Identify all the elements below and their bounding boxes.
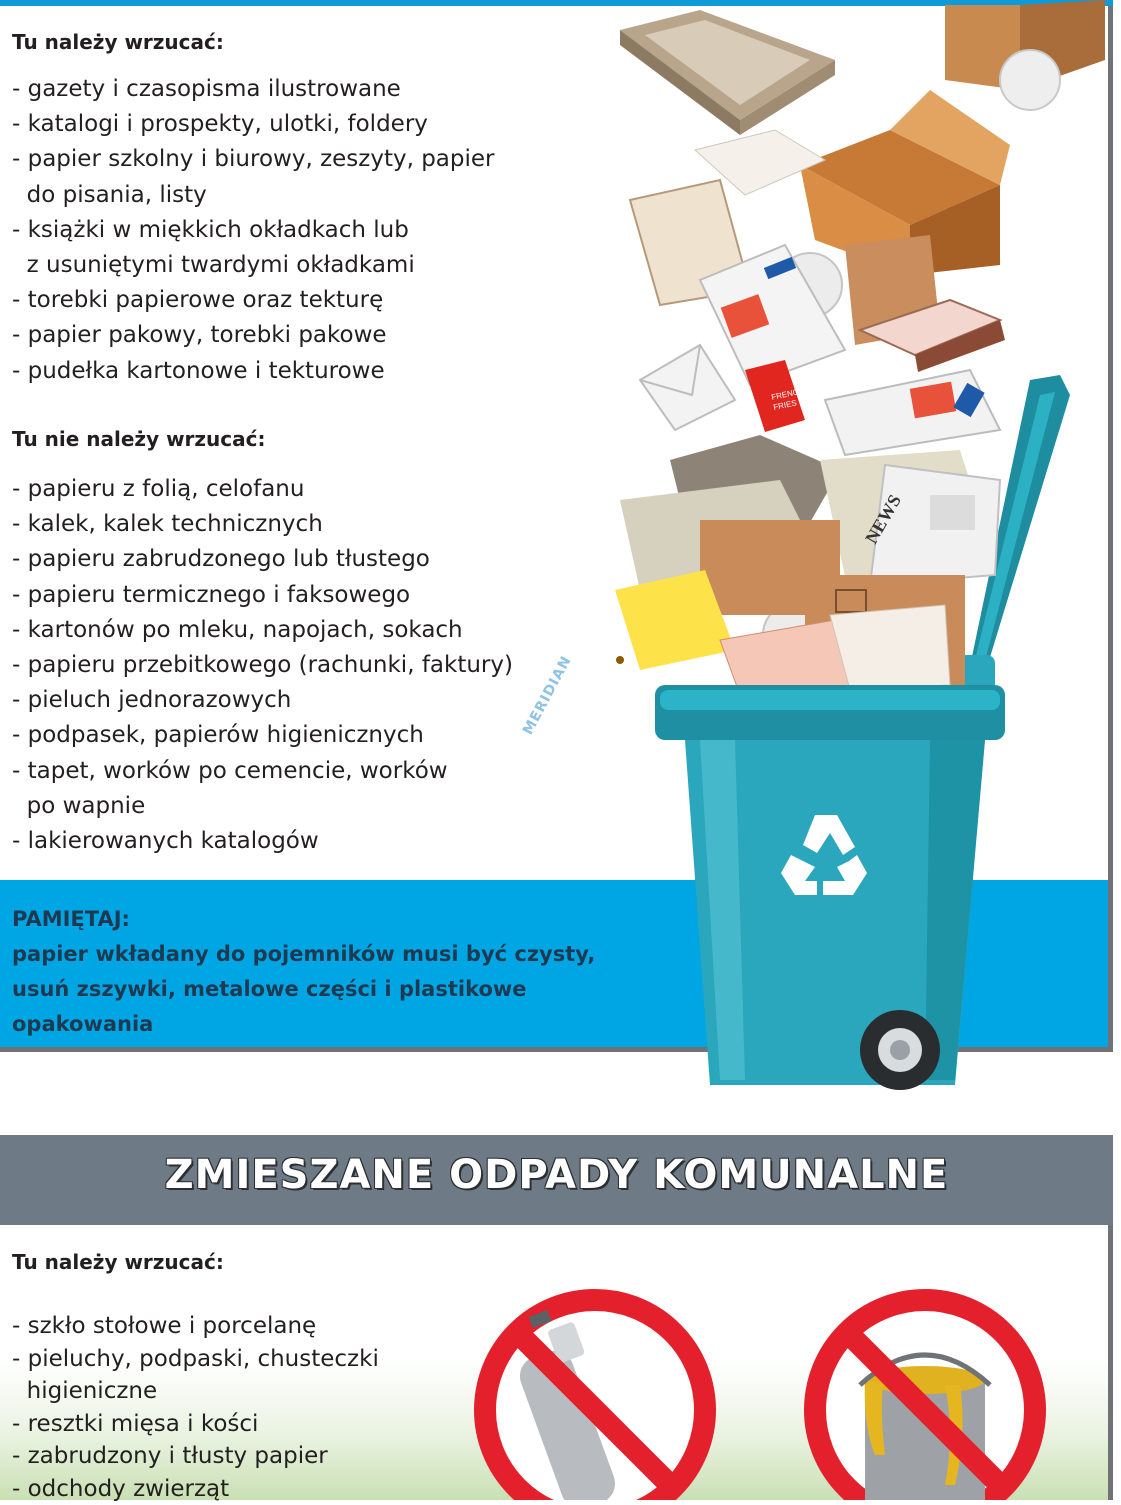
remember-text: papier wkładany do pojemników musi być czysty, usuń zszywki, metalowe części i plastikowe opakowania bbox=[12, 937, 652, 1042]
list-item: - pudełka kartonowe i tekturowe bbox=[12, 354, 495, 389]
crumpled-paper-illustration bbox=[1000, 50, 1060, 110]
pizza-box-illustration bbox=[620, 10, 835, 135]
list-item: - katalogi i prospekty, ulotki, foldery bbox=[12, 107, 495, 142]
list-item: po wapnie bbox=[12, 789, 513, 824]
list-item: - papieru przebitkowego (rachunki, faktury) bbox=[12, 648, 513, 683]
list-item: - papier pakowy, torebki pakowe bbox=[12, 318, 495, 353]
list-item: - pieluchy, podpaski, chusteczki bbox=[12, 1343, 379, 1376]
mixed-title: ZMIESZANE ODPADY KOMUNALNE bbox=[0, 1152, 1113, 1198]
svg-text:NEWS: NEWS bbox=[861, 491, 905, 547]
list-item: - papier szkolny i biurowy, zeszyty, papier bbox=[12, 142, 495, 177]
list-item: z usuniętymi twardymi okładkami bbox=[12, 248, 495, 283]
no-paint-can-sign bbox=[795, 1285, 1055, 1500]
list-item: higieniczne bbox=[12, 1375, 379, 1408]
list-item: - lakierowanych katalogów bbox=[12, 824, 513, 859]
list-item: - pieluch jednorazowych bbox=[12, 683, 513, 718]
list-item: - tapet, worków po cemencie, worków bbox=[12, 754, 513, 789]
list-item: - papieru z folią, celofanu bbox=[12, 472, 513, 507]
allowed-heading: Tu należy wrzucać: bbox=[12, 30, 224, 54]
list-item: - szkło stołowe i porcelanę bbox=[12, 1310, 379, 1343]
remember-title: PAMIĘTAJ: bbox=[12, 902, 130, 937]
list-item: do pisania, listy bbox=[12, 178, 495, 213]
svg-text:FRENCH: FRENCH bbox=[771, 386, 806, 402]
recycling-bin bbox=[655, 685, 1005, 1090]
paper-bin-illustration bbox=[600, 0, 1110, 1100]
list-item: - papieru zabrudzonego lub tłustego bbox=[12, 542, 513, 577]
forbidden-heading: Tu nie należy wrzucać: bbox=[12, 427, 266, 451]
forbidden-list bbox=[12, 472, 513, 859]
list-item: - odchody zwierząt bbox=[12, 1473, 379, 1505]
list-item: - podpasek, papierów higienicznych bbox=[12, 718, 513, 753]
fries-box-illustration bbox=[745, 360, 805, 432]
envelope-illustration bbox=[640, 345, 735, 430]
list-item: - książki w miękkich okładkach lub bbox=[12, 213, 495, 248]
allowed-list bbox=[12, 72, 495, 389]
list-item: - kalek, kalek technicznych bbox=[12, 507, 513, 542]
mixed-allowed-heading: Tu należy wrzucać: bbox=[12, 1250, 224, 1274]
list-item: - torebki papierowe oraz tekturę bbox=[12, 283, 495, 318]
svg-text:FRIES: FRIES bbox=[773, 398, 798, 412]
mixed-allowed-list bbox=[12, 1310, 379, 1505]
list-item: - kartonów po mleku, napojach, sokach bbox=[12, 613, 513, 648]
list-item: - papieru termicznego i faksowego bbox=[12, 578, 513, 613]
list-item: - resztki mięsa i kości bbox=[12, 1408, 379, 1441]
watermark: MERIDIAN bbox=[520, 653, 575, 737]
waste-pile bbox=[615, 435, 1000, 695]
list-item: - zabrudzony i tłusty papier bbox=[12, 1440, 379, 1473]
no-spray-can-sign bbox=[470, 1285, 730, 1500]
list-item: - gazety i czasopisma ilustrowane bbox=[12, 72, 495, 107]
